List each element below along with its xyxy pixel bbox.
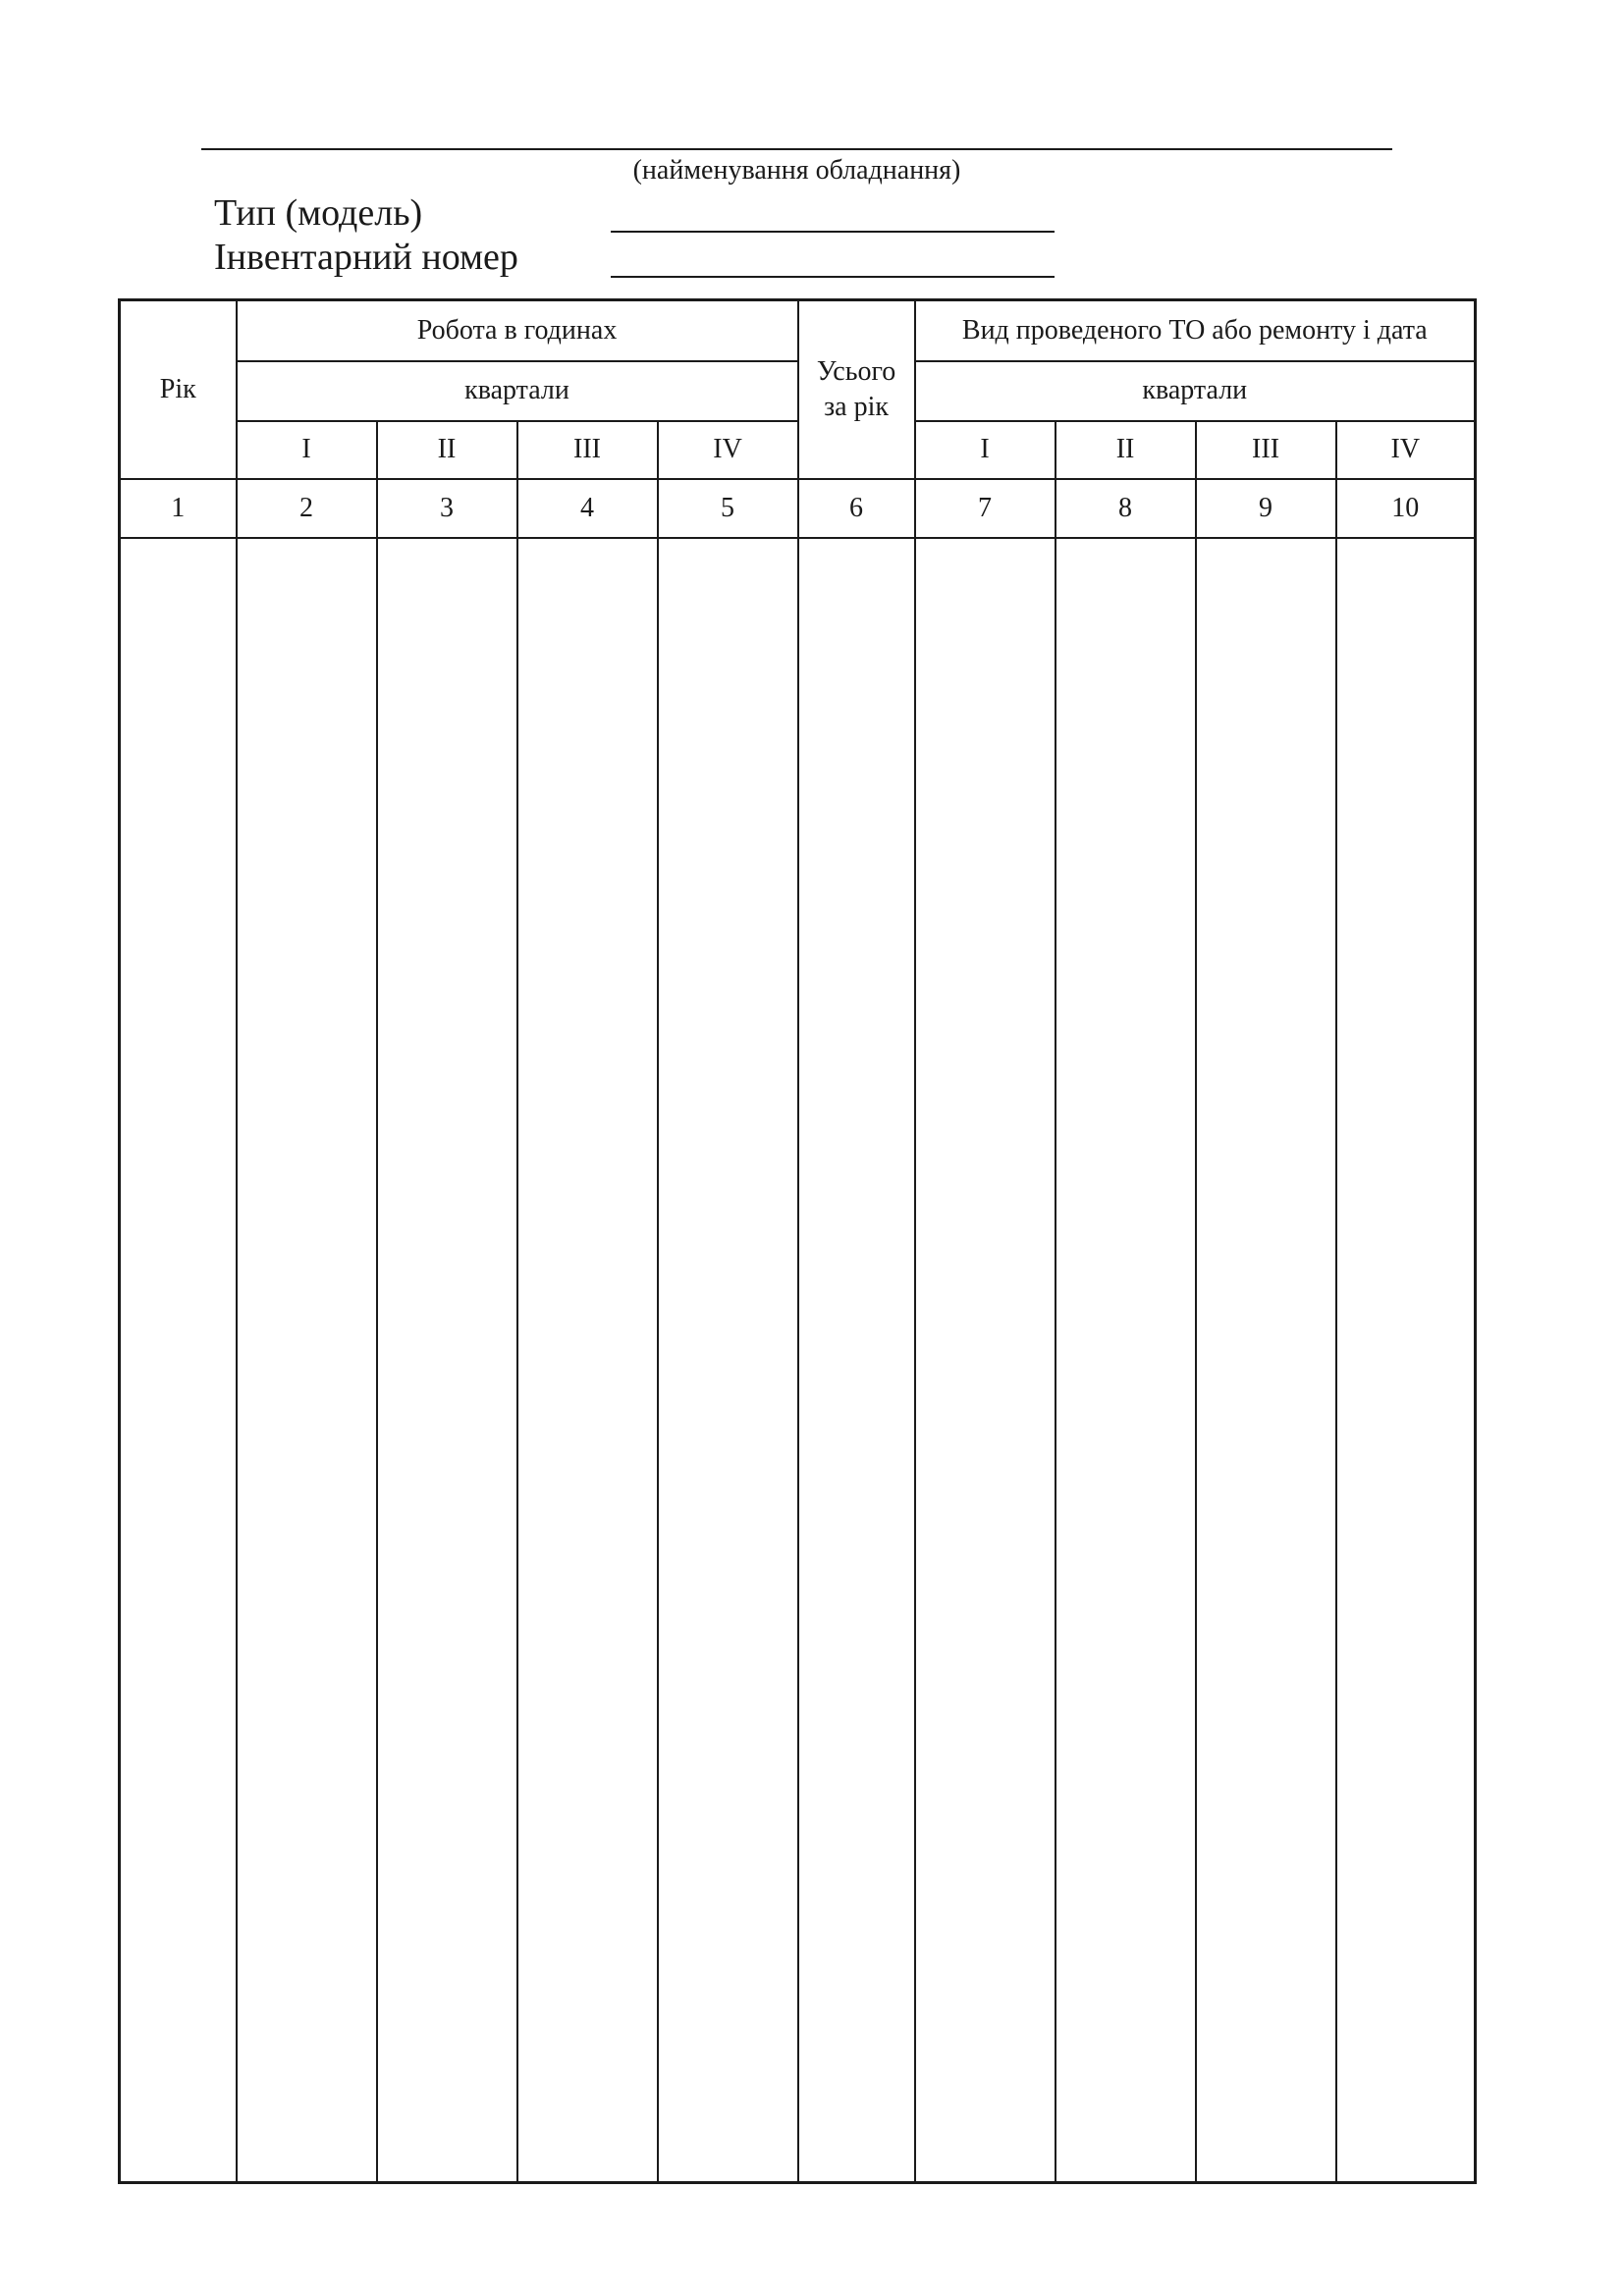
entry-cell-maint-q4[interactable] [1336, 538, 1476, 2183]
entry-cell-year[interactable] [120, 538, 237, 2183]
entry-cell-work-q4[interactable] [658, 538, 798, 2183]
entry-cell-maint-q1[interactable] [915, 538, 1056, 2183]
entry-cell-maint-q2[interactable] [1056, 538, 1196, 2183]
header-row-3 [120, 421, 1476, 479]
entry-cell-total[interactable] [798, 538, 915, 2183]
column-number: 9 [1196, 479, 1336, 538]
col-year-header: Рік [120, 300, 237, 479]
entry-cell-work-q2[interactable] [377, 538, 517, 2183]
maintenance-quarters-label: квартали [915, 361, 1476, 421]
maintenance-quarter-4: IV [1336, 421, 1476, 479]
type-model-label: Тип (модель) [214, 192, 423, 234]
column-number: 6 [798, 479, 915, 538]
column-number: 3 [377, 479, 517, 538]
maintenance-quarter-1: I [915, 421, 1056, 479]
entry-cell-maint-q3[interactable] [1196, 538, 1336, 2183]
maintenance-quarter-2: II [1056, 421, 1196, 479]
total-header-line1: Усього [816, 355, 896, 387]
entry-row [120, 538, 1476, 2183]
column-number: 4 [517, 479, 658, 538]
header-row-2 [120, 361, 1476, 421]
maintenance-quarter-3: III [1196, 421, 1336, 479]
total-header-line2: за рік [824, 391, 889, 422]
work-quarter-4: IV [658, 421, 798, 479]
work-quarter-2: II [377, 421, 517, 479]
work-quarter-1: I [237, 421, 377, 479]
header-row-1 [120, 300, 1476, 361]
entry-cell-work-q1[interactable] [237, 538, 377, 2183]
entry-cell-work-q3[interactable] [517, 538, 658, 2183]
column-number-row [120, 479, 1476, 538]
inventory-number-field[interactable] [611, 276, 1055, 278]
work-quarter-3: III [517, 421, 658, 479]
work-hours-group-header: Робота в годинах [237, 300, 798, 361]
inventory-number-label: Інвентарний номер [214, 237, 518, 278]
column-number: 7 [915, 479, 1056, 538]
maintenance-group-header: Вид проведеного ТО або ремонту і дата [915, 300, 1476, 361]
type-model-field[interactable] [611, 231, 1055, 233]
equipment-name-caption: (найменування обладнання) [632, 155, 961, 186]
total-per-year-header [798, 300, 915, 479]
column-number: 5 [658, 479, 798, 538]
column-number: 10 [1336, 479, 1476, 538]
equipment-name-line[interactable] [201, 148, 1392, 150]
column-number: 1 [120, 479, 237, 538]
column-number: 8 [1056, 479, 1196, 538]
work-quarters-label: квартали [237, 361, 798, 421]
maintenance-log-table [118, 298, 1477, 2184]
column-number: 2 [237, 479, 377, 538]
